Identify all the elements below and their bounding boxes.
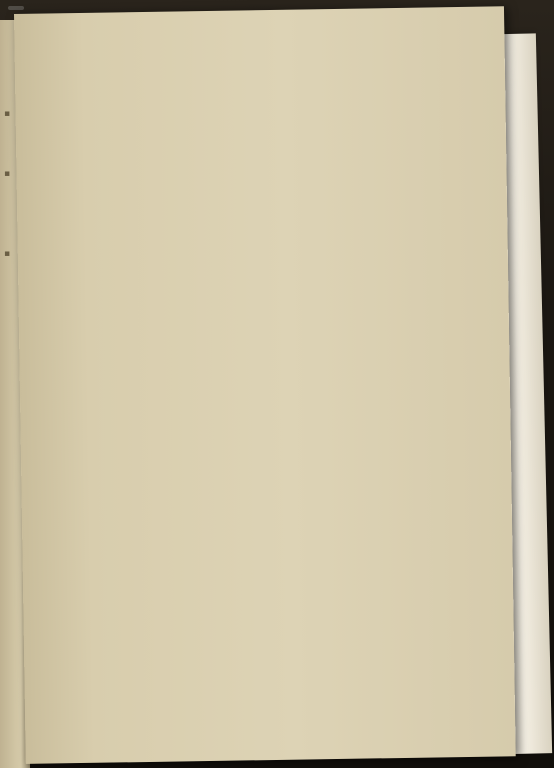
spine-glyph: ▪ xyxy=(4,169,11,179)
part-title-line-1 xyxy=(67,67,467,73)
page-number xyxy=(76,659,476,665)
spine-glyph: ▪ xyxy=(4,249,11,259)
running-head xyxy=(66,37,466,43)
spine-glyph: ▪ xyxy=(4,109,11,119)
top-entries xyxy=(67,44,467,50)
page-column-label xyxy=(67,44,467,50)
table-of-contents xyxy=(66,37,466,73)
part-label xyxy=(67,67,467,73)
chapters-group-a xyxy=(67,44,467,50)
chapters-group-b xyxy=(67,67,467,73)
part-title-line-2 xyxy=(67,67,467,73)
watermark-logo xyxy=(8,6,24,10)
part-title xyxy=(67,67,467,73)
book-page xyxy=(14,6,516,764)
